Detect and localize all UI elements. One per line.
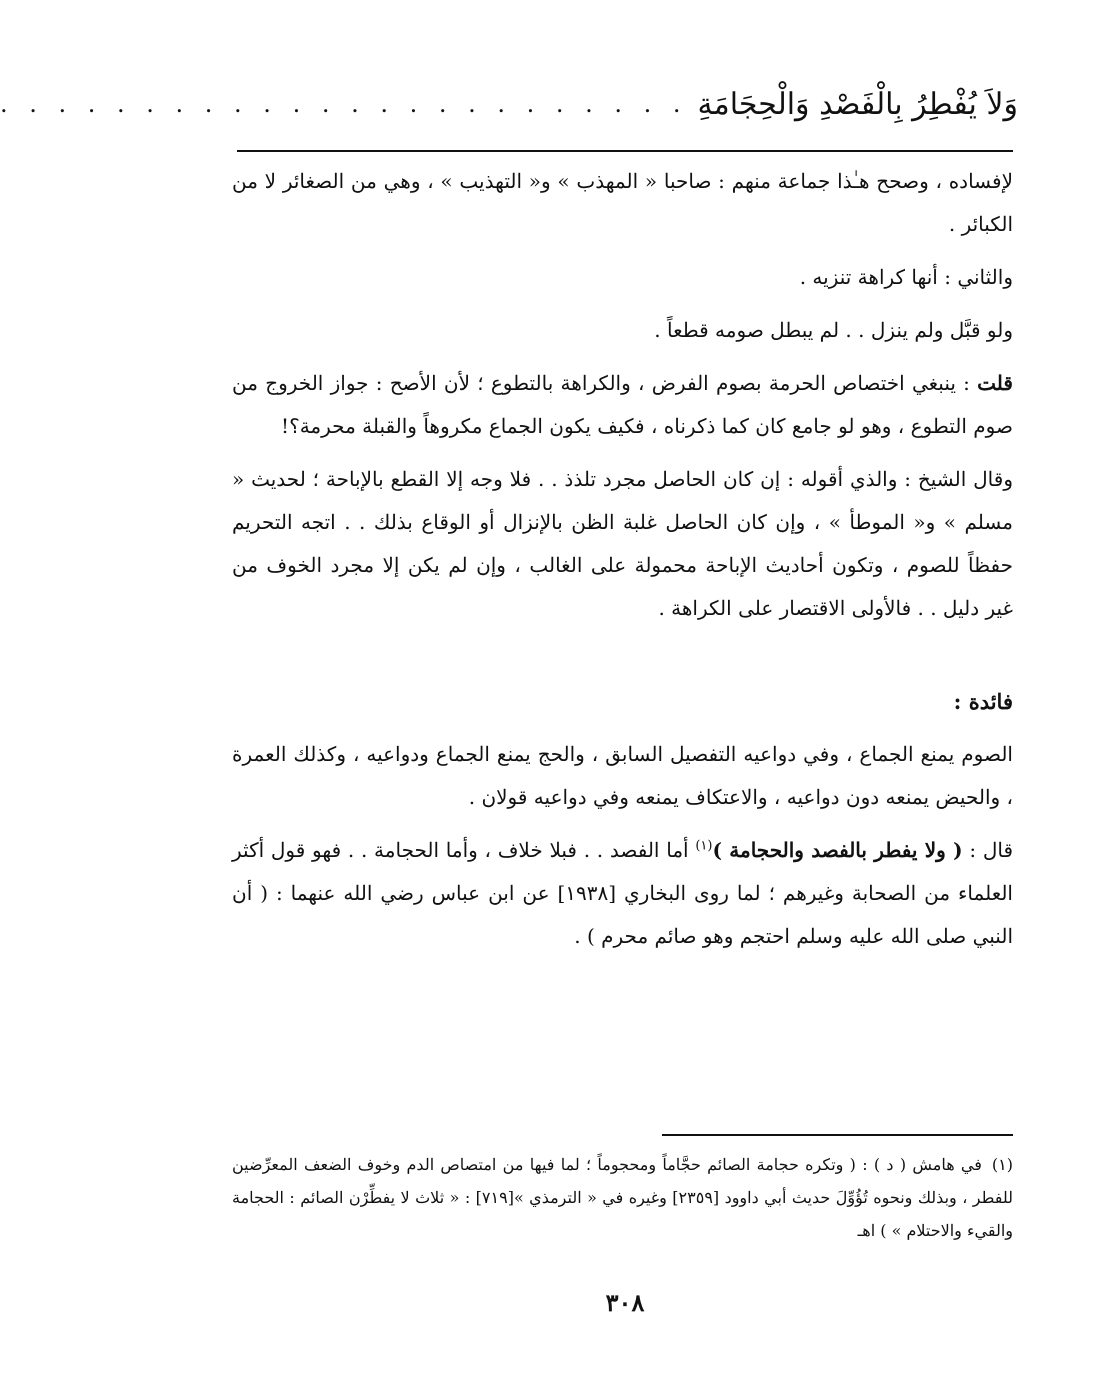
footnote-text: في هامش ( د ) : ( وتكره حجامة الصائم حجَّاماً ومحجوماً ؛ لما فيها من امتصاص الدم وخوف الضعف المعرِّضين للفطر ، وبذلك ونحوه تُؤُوِّلَ حديث أبي داوود [٢٣٥٩] وغيره في « الترمذي »[٧١٩] : « ثلاث لا يفطِّرْن الصائم : الحجامة والقيء والاحتلام » ) اهـ (232, 1155, 1014, 1240)
footnote-marker[interactable]: (١) (695, 838, 713, 854)
running-header (0, 78, 1018, 130)
paragraph-4 (232, 362, 1013, 448)
page-number: ٣٠٨ (605, 1288, 645, 1317)
paragraph-7-rest: أما الفصد . . فبلا خلاف ، وأما الحجامة . . فهو قول أكثر العلماء من الصحابة وغيرهم ؛ لما روى البخاري [١٩٣٨] عن ابن عباس رضي الله عنهما : ( أن النبي صلى الله عليه وسلم احتجم وهو صائم محرم ) . (232, 838, 1013, 948)
header-rule (237, 150, 1013, 152)
paragraph-7 (232, 829, 1013, 958)
paragraph-4-text: : ينبغي اختصاص الحرمة بصوم الفرض ، والكراهة بالتطوع ؛ لأن الأصح : جواز الخروج من صوم التطوع ، وهو لو جامع كان كما ذكرناه ، فكيف يكون الجماع مكروهاً والقبلة محرمة؟! (232, 371, 1013, 438)
main-text (232, 160, 1013, 958)
paragraph-7-start: قال : (962, 838, 1014, 862)
paragraph-4-lead: قلت (977, 371, 1013, 395)
footnotes (232, 1148, 1013, 1247)
footnote (232, 1148, 1013, 1247)
section-heading: فائدة : (953, 689, 1013, 714)
paragraph-5: وقال الشيخ : والذي أقوله : إن كان الحاصل مجرد تلذذ . . فلا وجه إلا القطع بالإباحة ؛ لحديث « مسلم » و« الموطأ » ، وإن كان الحاصل غلبة الظن بالإنزال أو الوقاع بذلك . . اتجه التحريم حفظاً للصوم ، وتكون أحاديث الإباحة محمولة على الغالب ، وإن لم يكن إلا مجرد الخوف من غير دليل . . فالأولى الاقتصار على الكراهة . (232, 467, 1013, 620)
footnote-rule (662, 1134, 1013, 1136)
paragraph-3: ولو قبَّل ولم ينزل . . لم يبطل صومه قطعاً . (654, 318, 1013, 342)
paragraph-2: والثاني : أنها كراهة تنزيه . (799, 265, 1013, 289)
paragraph-6: الصوم يمنع الجماع ، وفي دواعيه التفصيل السابق ، والحج يمنع الجماع ودواعيه ، وكذلك العمرة ، والحيض يمنعه دون دواعيه ، والاعتكاف يمنعه وفي دواعيه قولان . (232, 742, 1013, 809)
footnote-number: (١) (991, 1155, 1013, 1174)
running-header-title: وَلاَ يُفْطِرُ بِالْفَصْدِ وَالْحِجَامَةِ (697, 86, 1018, 122)
running-header-dots: . . . . . . . . . . . . . . . . . . . . . . . . (0, 90, 688, 118)
matn-quote: ( ولا يفطر بالفصد والحجامة ) (712, 838, 963, 862)
paragraph-1: لإفساده ، وصحح هـٰذا جماعة منهم : صاحبا « المهذب » و« التهذيب » ، وهي من الصغائر لا من الكبائر . (232, 169, 1013, 236)
